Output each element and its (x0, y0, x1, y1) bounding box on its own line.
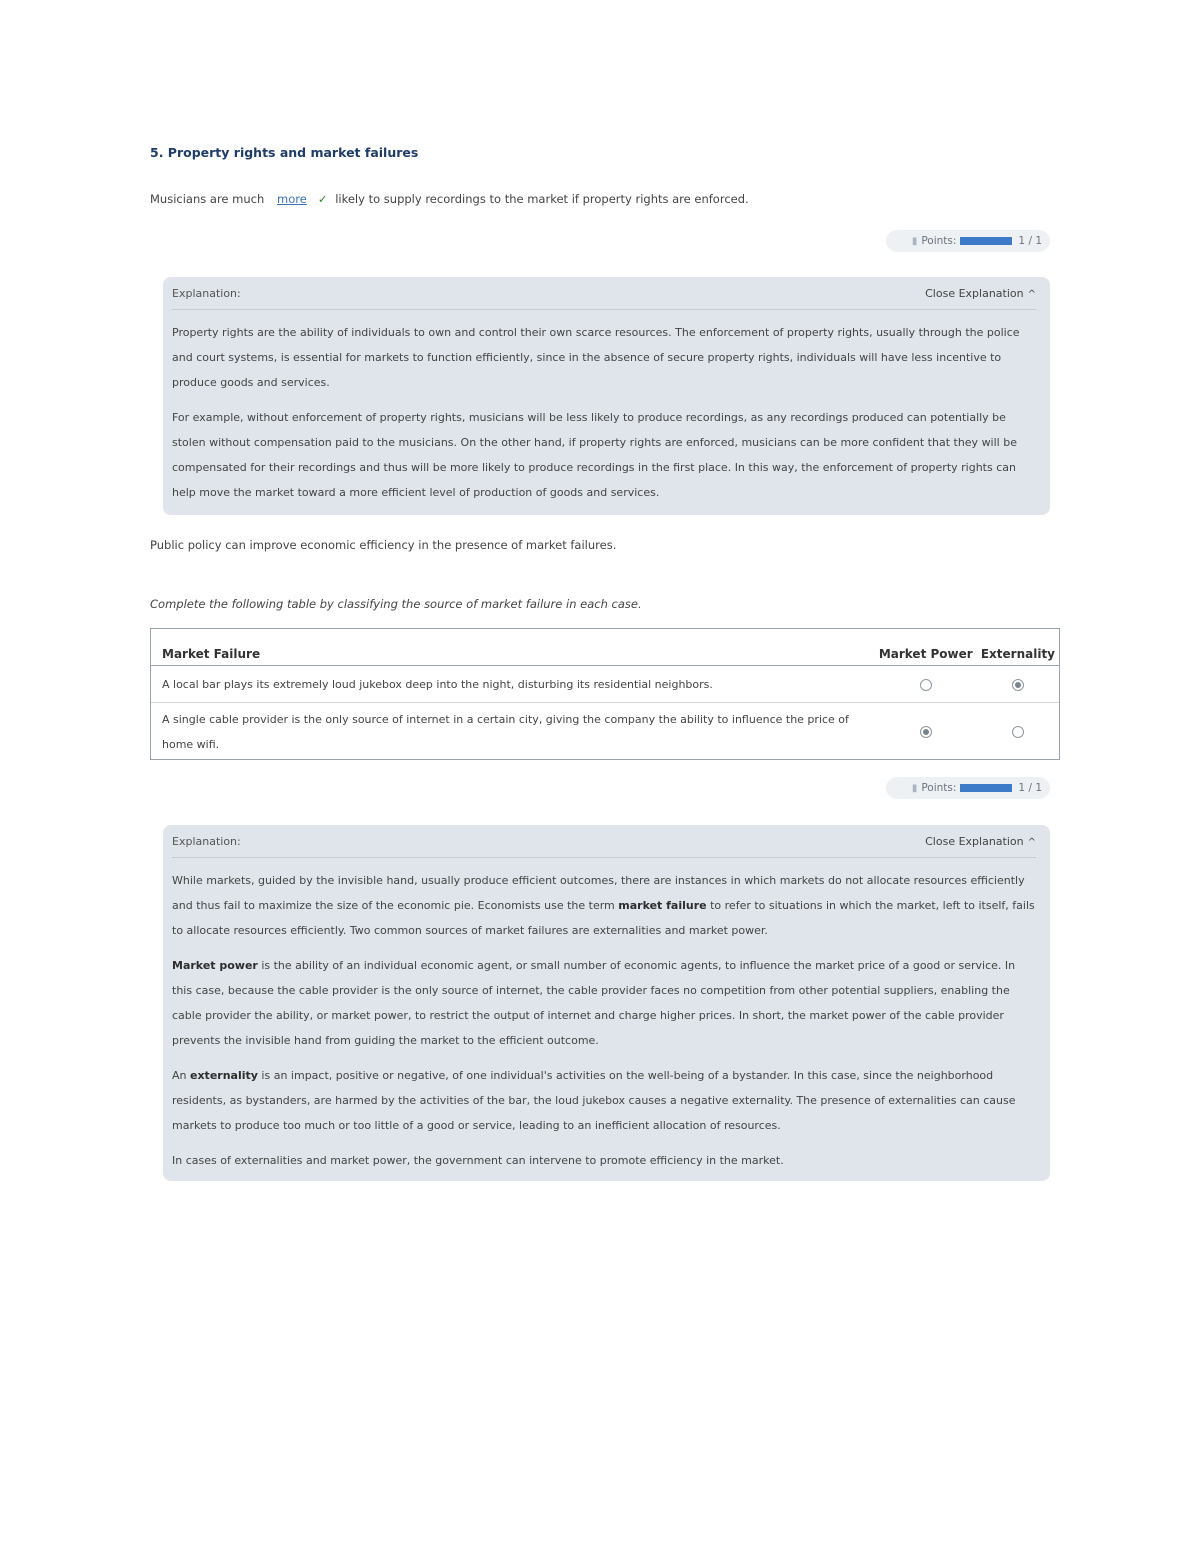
explanation-header (172, 277, 1036, 310)
close-explanation-label: Close Explanation (925, 834, 1024, 848)
header-externality: Externality (977, 629, 1059, 666)
policy-statement: Public policy can improve economic efficiency in the presence of market failures. (150, 538, 617, 552)
explanation-panel (163, 825, 1050, 1181)
points-progress-bar (960, 237, 1012, 245)
explanation-paragraph: While markets, guided by the invisible hand, usually produce efficient outcomes, there are instances in which markets do not allocate resources efficiently and thus fail to maximize the size of the economic pie. Economists use the term market failure to refer to situations in which the market, left to itself, fails to allocate resources efficiently. Two common sources of market failures are externalities and market power. (172, 874, 1035, 937)
row-description: A single cable provider is the only source of internet in a certain city, giving the company the ability to influence the price of home wifi. (162, 712, 849, 751)
table-row (151, 703, 1059, 761)
points-progress-bar (960, 784, 1012, 792)
radio-externality[interactable] (1012, 726, 1024, 738)
radio-market-power[interactable] (920, 679, 932, 691)
explanation-title: Explanation: (172, 286, 241, 300)
classification-table (150, 628, 1060, 760)
checkmark-icon: ✓ (317, 192, 328, 206)
table-row (151, 666, 1059, 703)
chevron-up-icon: ^ (1027, 836, 1036, 848)
question-prefix: Musicians are much (150, 192, 265, 206)
row-description: A local bar plays its extremely loud jukebox deep into the night, disturbing its residential neighbors. (151, 666, 875, 703)
answer-dropdown[interactable]: more (277, 192, 307, 206)
radio-market-power[interactable] (920, 726, 932, 738)
flag-icon: ▮ (911, 782, 918, 794)
explanation-panel (163, 277, 1050, 515)
table-instruction: Complete the following table by classifying the source of market failure in each case. (150, 597, 642, 611)
flag-icon: ▮ (911, 235, 918, 247)
points-score: 1 / 1 (1018, 782, 1042, 794)
explanation-title: Explanation: (172, 834, 241, 848)
explanation-paragraph: An externality is an impact, positive or negative, of one individual's activities on the well-being of a bystander. In this case, since the neighborhood residents, as bystanders, are harmed by the activities of the bar, the loud jukebox causes a negative externality. The presence of externalities can cause markets to produce too much or too little of a good or service, leading to an inefficient allocation of resources. (172, 1069, 1016, 1132)
header-market-failure: Market Failure (151, 629, 875, 666)
explanation-paragraph: Property rights are the ability of individuals to own and control their own scarce resources. The enforcement of property rights, usually through the police and court systems, is essential for markets to function efficiently, since in the absence of secure property rights, individuals will have less incentive to produce goods and services. (172, 326, 1020, 389)
explanation-paragraph: Market power is the ability of an individual economic agent, or small number of economic agents, to influence the market price of a good or service. In this case, because the cable provider is the only source of internet, the cable provider faces no competition from other potential suppliers, enabling the cable provider the ability, or market power, to restrict the output of internet and charge higher prices. In short, the market power of the cable provider prevents the invisible hand from guiding the market to the efficient outcome. (172, 959, 1016, 1047)
explanation-header (172, 825, 1036, 858)
points-badge (886, 230, 1050, 252)
close-explanation-button[interactable] (925, 287, 1036, 300)
explanation-paragraph: For example, without enforcement of property rights, musicians will be less likely to produce recordings, as any recordings produced can potentially be stolen without compensation paid to the musicians. On the other hand, if property rights are enforced, musicians can be more confident that they will be compensated for their recordings and thus will be more likely to produce recordings in the first place. In this way, the enforcement of property rights can help move the market toward a more efficient level of production of goods and services. (172, 411, 1017, 499)
close-explanation-button[interactable] (925, 835, 1036, 848)
chevron-up-icon: ^ (1027, 288, 1036, 300)
question-sentence (150, 192, 749, 206)
points-label: Points: (921, 235, 957, 247)
close-explanation-label: Close Explanation (925, 286, 1024, 300)
section-title: 5. Property rights and market failures (150, 145, 419, 160)
header-market-power: Market Power (875, 629, 977, 666)
radio-externality[interactable] (1012, 679, 1024, 691)
points-score: 1 / 1 (1018, 235, 1042, 247)
question-suffix: likely to supply recordings to the market if property rights are enforced. (335, 192, 749, 206)
points-label: Points: (921, 782, 957, 794)
explanation-paragraph: In cases of externalities and market power, the government can intervene to promote efficiency in the market. (172, 1154, 784, 1167)
points-badge (886, 777, 1050, 799)
